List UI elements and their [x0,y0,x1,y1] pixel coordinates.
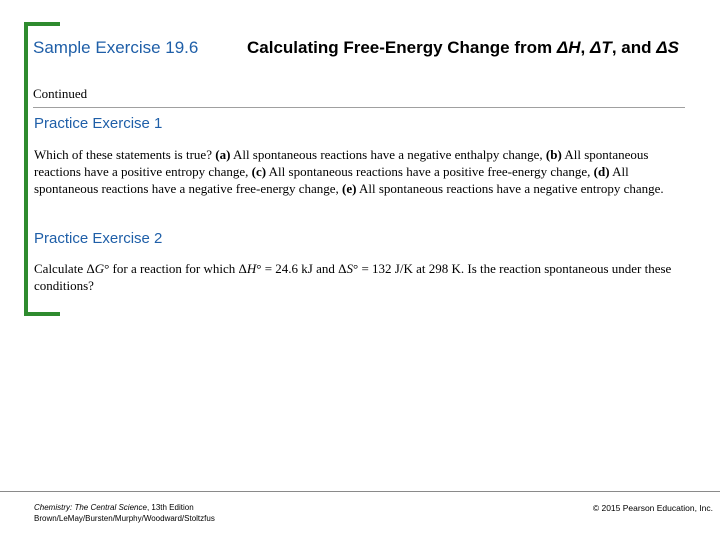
slide-title: Calculating Free-Energy Change from ΔH, ΔT, and ΔS [247,38,679,57]
practice-exercise-1-body: Which of these statements is true? (a) All spontaneous reactions have a negative enthalpy change, (b) All spontaneous reactions have a positive entropy change, (c) All spontaneous reactions have a positive free-energy change, (d) All spontaneous reactions have a negative free-energy change, (e) All spontaneous reactions have a negative entropy change. [34,147,664,196]
practice-exercise-2-body: Calculate ΔG° for a reaction for which ΔH° = 24.6 kJ and ΔS° = 132 J/K at 298 K. Is the reaction spontaneous under these conditions? [34,261,672,293]
footer-divider [0,491,720,492]
continued-label: Continued [33,86,88,101]
footer-book-line: Chemistry: The Central Science, 13th Edition [34,503,194,512]
bracket-vertical [24,22,28,316]
footer-citation [34,502,215,524]
practice-exercise-1-heading: Practice Exercise 1 [34,115,163,132]
footer-copyright: © 2015 Pearson Education, Inc. [592,503,713,513]
exercise-label: Sample Exercise 19.6 [33,38,199,57]
bracket-bottom [24,312,60,316]
bracket-top [24,22,60,26]
practice-exercise-2-heading: Practice Exercise 2 [34,230,163,247]
footer-authors: Brown/LeMay/Bursten/Murphy/Woodward/Stoltzfus [34,514,215,523]
header-divider [33,107,685,108]
